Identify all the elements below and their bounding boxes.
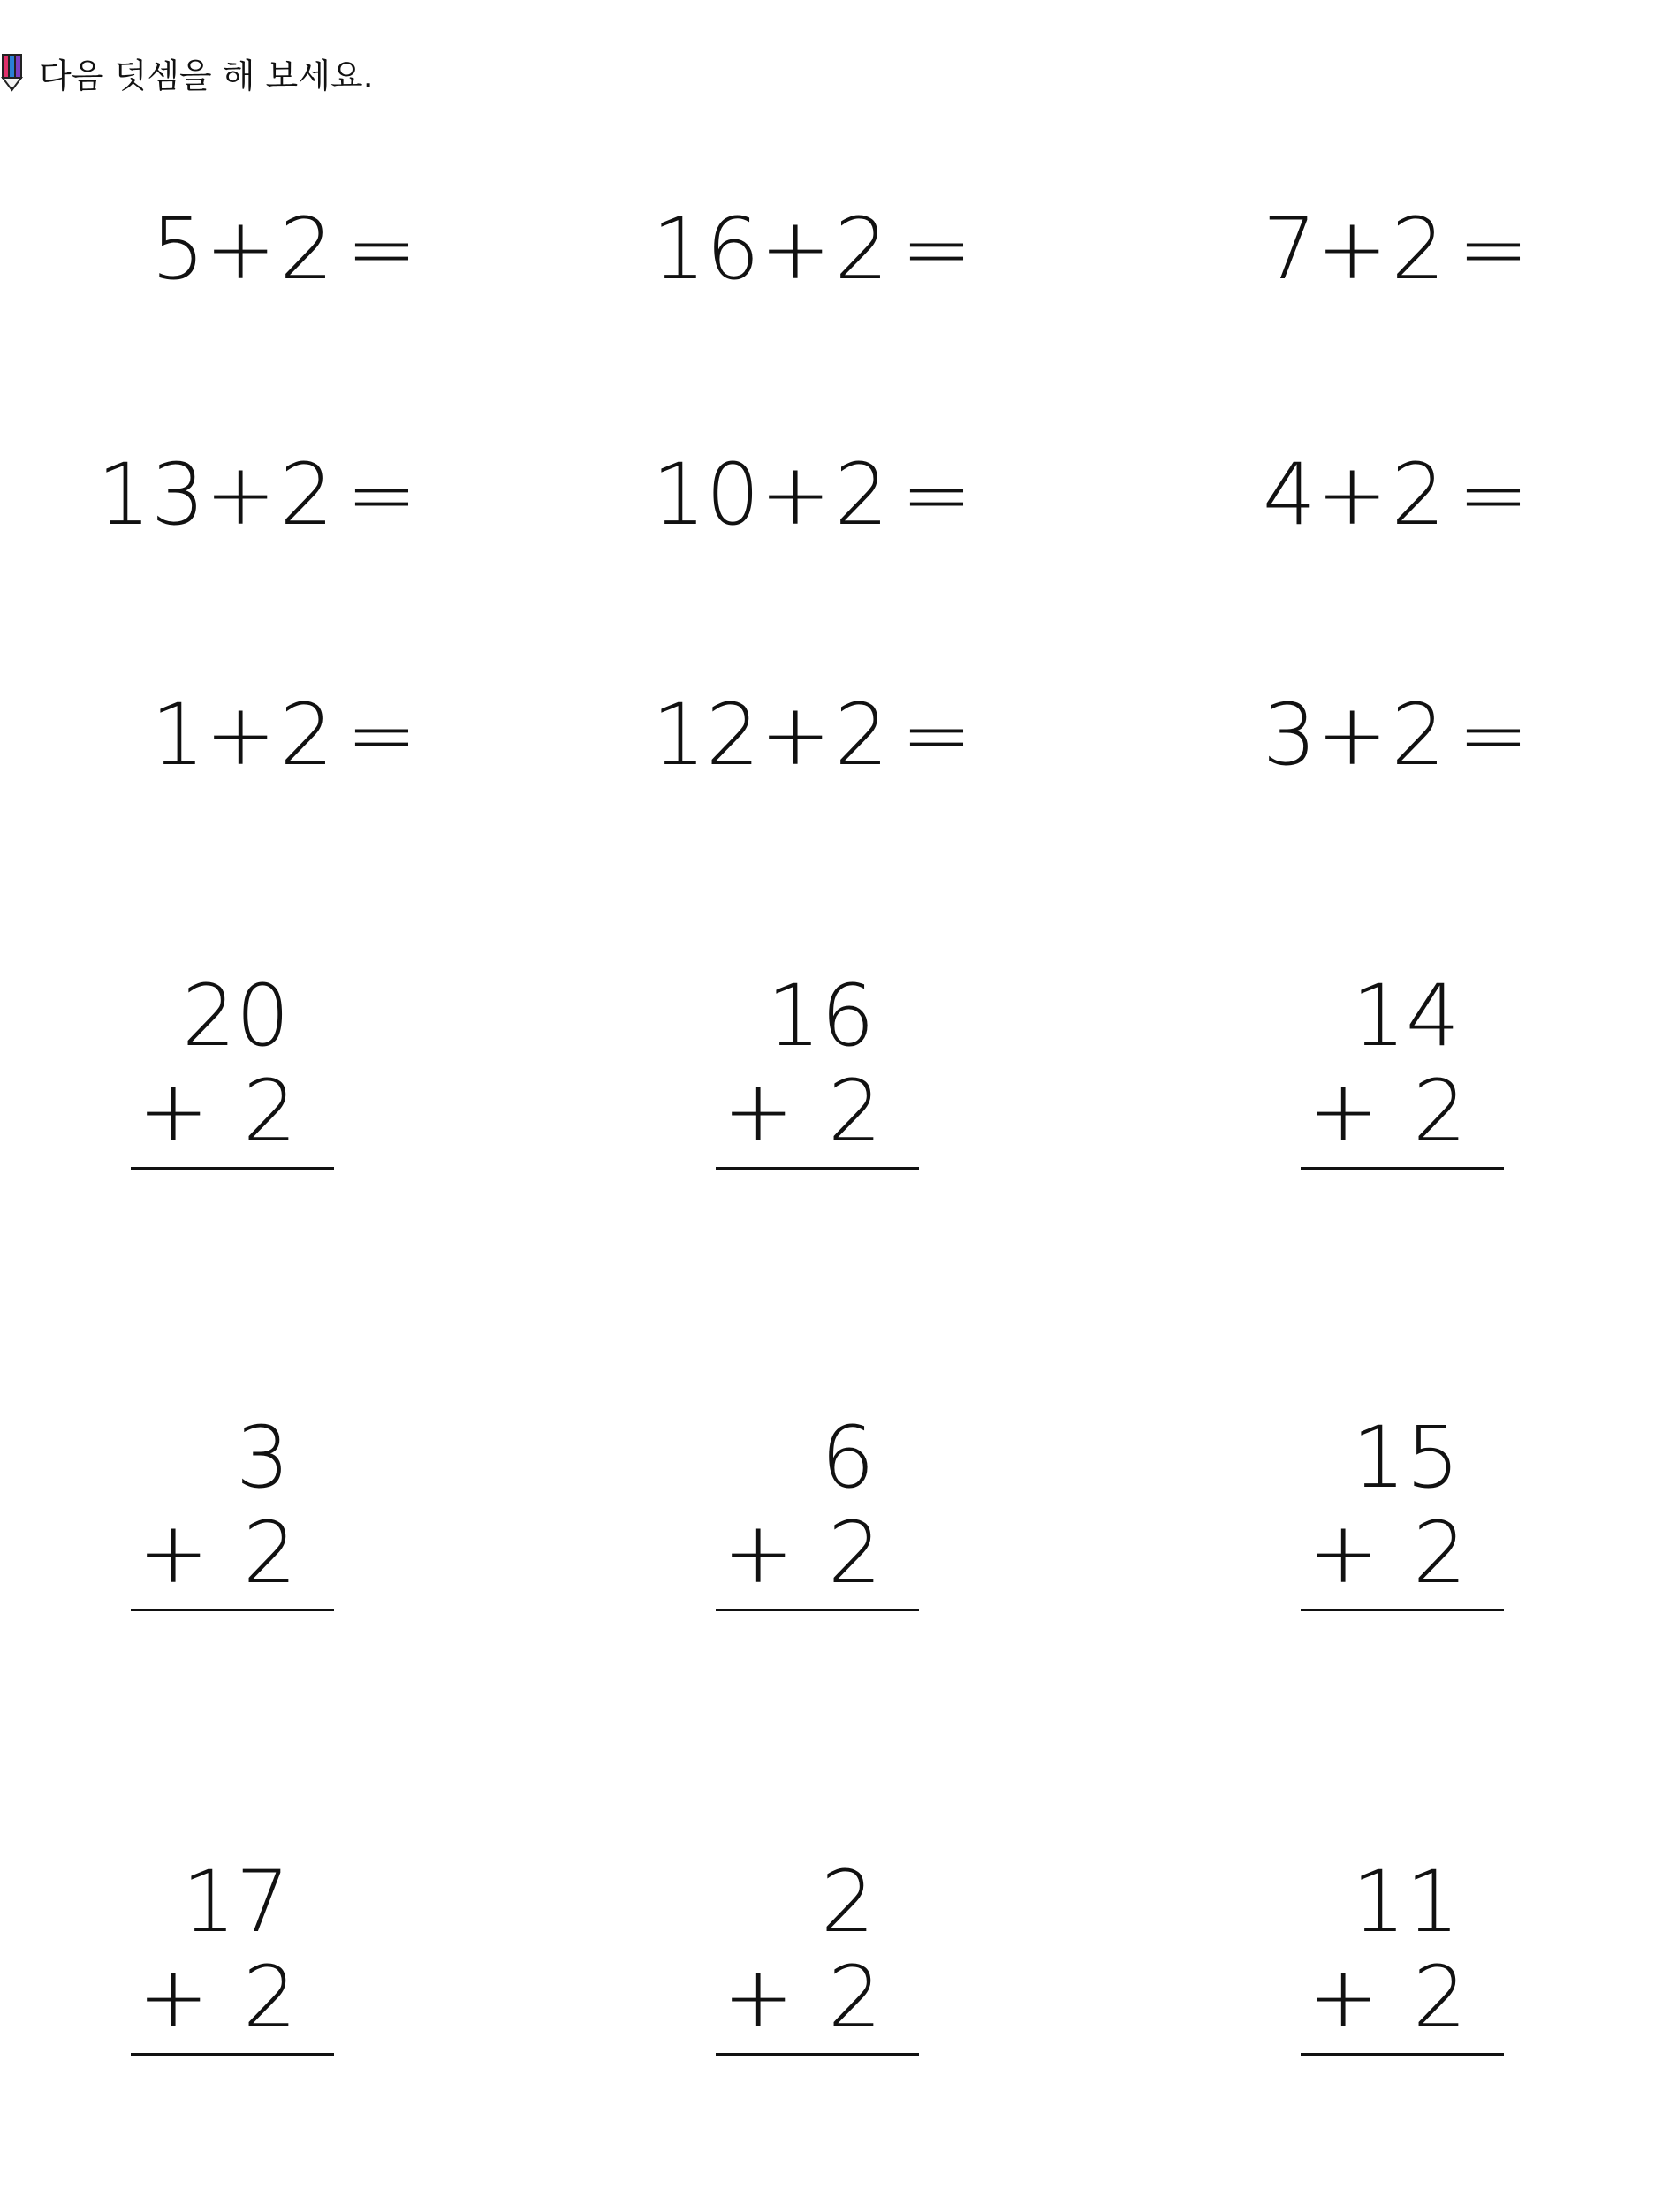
plus-sign: + [205,200,277,299]
equals-sign: = [345,200,418,299]
horizontal-problem [88,442,426,548]
horizontal-problem [88,682,426,788]
second-addend-row [723,1504,900,1602]
horizontal-problem [643,682,981,788]
equals-sign: = [1457,445,1530,544]
first-addend: 1 [150,686,205,784]
plus-sign: + [723,1504,794,1602]
vertical-problem [1301,1853,1504,2065]
equals-sign: = [1457,200,1530,299]
second-addend-row [1308,1063,1484,1160]
answer-line [131,1167,334,1170]
second-addend-row [723,1063,900,1160]
second-addend: 2 [242,1062,297,1161]
equals-sign: = [1457,686,1530,784]
second-addend: 2 [242,1504,297,1602]
first-addend: 14 [1351,966,1460,1065]
first-addend: 6 [820,1408,875,1507]
vertical-problem [1301,1409,1504,1621]
equals-sign: = [900,200,973,299]
first-addend: 16 [651,200,760,299]
second-addend-row [138,1504,315,1602]
equals-sign: = [345,445,418,544]
vertical-problem [1301,967,1504,1179]
vertical-problem [716,1853,919,2065]
vertical-problem [131,1409,334,1621]
vertical-problem [716,967,919,1179]
plus-sign: + [138,1504,209,1602]
vertical-problem [716,1409,919,1621]
horizontal-problem [1200,196,1537,302]
horizontal-problem [88,196,426,302]
plus-sign: + [760,445,831,544]
second-addend: 2 [242,1948,297,2047]
first-addend: 15 [1351,1408,1460,1507]
horizontal-problem [1200,442,1537,548]
second-addend-row [1308,1949,1484,2046]
second-addend-row [138,1949,315,2046]
first-addend: 13 [96,445,205,544]
second-addend: 2 [279,445,334,544]
first-addend: 3 [235,1408,290,1507]
second-addend: 2 [1412,1062,1467,1161]
first-addend: 16 [766,966,875,1065]
second-addend: 2 [827,1948,882,2047]
horizontal-problem [643,442,981,548]
second-addend: 2 [834,445,889,544]
worksheet-header [0,46,374,99]
first-addend: 11 [1351,1852,1460,1951]
plus-sign: + [138,1062,209,1161]
plus-sign: + [760,686,831,784]
plus-sign: + [1317,200,1388,299]
answer-line [716,2053,919,2056]
first-addend: 4 [1262,445,1317,544]
second-addend: 2 [1412,1948,1467,2047]
answer-line [716,1609,919,1611]
plus-sign: + [138,1948,209,2047]
answer-line [131,1609,334,1611]
second-addend: 2 [1412,1504,1467,1602]
first-addend: 5 [150,200,205,299]
second-addend: 2 [834,686,889,784]
answer-line [1301,1167,1504,1170]
second-addend: 2 [834,200,889,299]
plus-sign: + [1317,445,1388,544]
second-addend: 2 [279,200,334,299]
first-addend: 20 [181,966,290,1065]
vertical-problem [131,1853,334,2065]
answer-line [716,1167,919,1170]
pencil-icon [0,52,27,93]
plus-sign: + [1317,686,1388,784]
plus-sign: + [205,686,277,784]
second-addend-row [1308,1504,1484,1602]
first-addend: 3 [1262,686,1317,784]
horizontal-problem [643,196,981,302]
horizontal-problem [1200,682,1537,788]
second-addend: 2 [827,1062,882,1161]
first-addend: 12 [651,686,760,784]
vertical-problem [131,967,334,1179]
equals-sign: = [345,686,418,784]
answer-line [1301,1609,1504,1611]
second-addend-row [723,1949,900,2046]
plus-sign: + [1308,1504,1379,1602]
second-addend: 2 [1391,200,1446,299]
equals-sign: = [900,686,973,784]
plus-sign: + [205,445,277,544]
second-addend-row [138,1063,315,1160]
plus-sign: + [1308,1062,1379,1161]
answer-line [1301,2053,1504,2056]
answer-line [131,2053,334,2056]
plus-sign: + [1308,1948,1379,2047]
first-addend: 7 [1262,200,1317,299]
first-addend: 17 [181,1852,290,1951]
second-addend: 2 [279,686,334,784]
first-addend: 10 [651,445,760,544]
plus-sign: + [723,1948,794,2047]
instruction-text: 다음 덧셈을 해 보세요. [39,56,374,95]
second-addend: 2 [1391,445,1446,544]
second-addend: 2 [827,1504,882,1602]
second-addend: 2 [1391,686,1446,784]
plus-sign: + [723,1062,794,1161]
equals-sign: = [900,445,973,544]
plus-sign: + [760,200,831,299]
first-addend: 2 [820,1852,875,1951]
